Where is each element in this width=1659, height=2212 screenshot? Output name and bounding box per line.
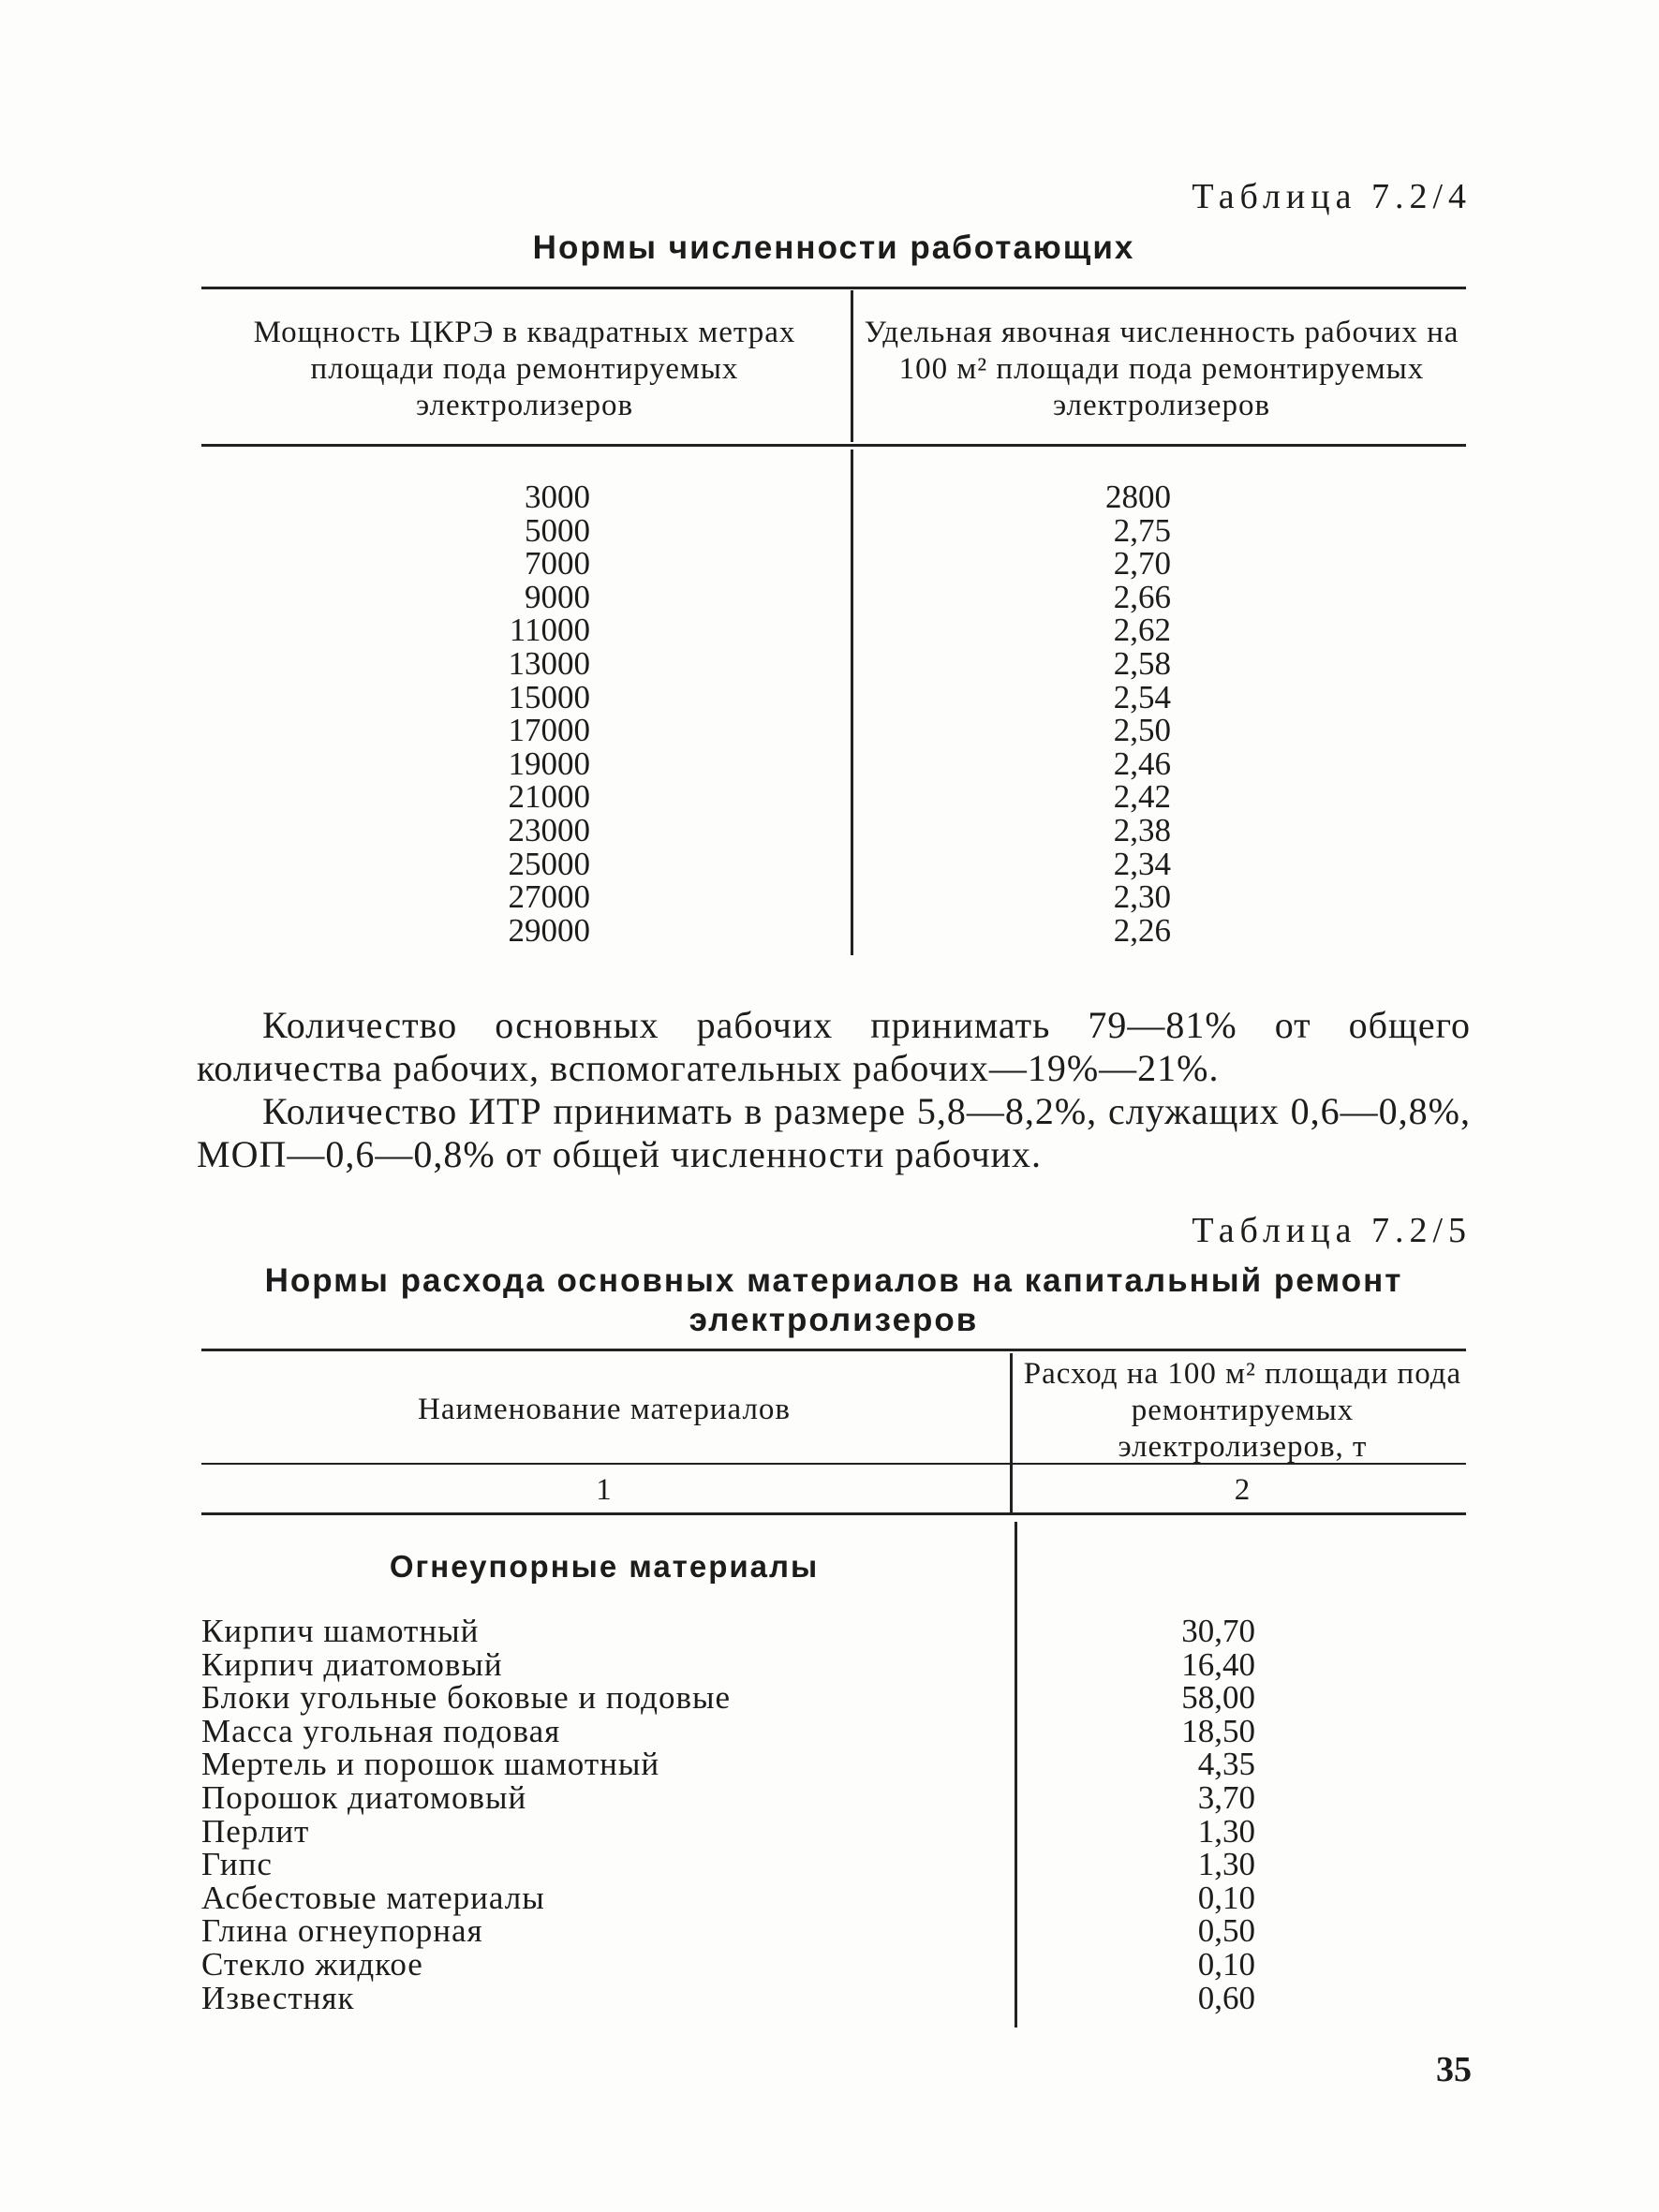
table1-capacity-cell: 21000 [508, 778, 590, 816]
table1-body-divider [851, 450, 853, 955]
table2-header-divider [1010, 1353, 1013, 1512]
table1-capacity-cell: 5000 [525, 511, 590, 549]
table1-value-column [993, 480, 1171, 947]
table2-label: Таблица 7.2/5 [1192, 1211, 1472, 1250]
table1-capacity-cell: 25000 [508, 845, 590, 882]
table1-capacity-cell: 3000 [525, 479, 590, 515]
table2-value-cell: 0,60 [1197, 1979, 1255, 2016]
table2-value-cell: 1,30 [1197, 1812, 1255, 1850]
table2-name-column [201, 1615, 1007, 2014]
table2-name-cell: Порошок диатомовый [201, 1778, 527, 1816]
table2-top-rule [201, 1349, 1466, 1351]
table1-label: Таблица 7.2/4 [1192, 177, 1472, 216]
table2-name-cell: Мертель и порошок шамотный [201, 1746, 660, 1783]
table1-top-rule [201, 287, 1466, 289]
table1-value-cell: 2,34 [1113, 845, 1171, 882]
table1-value-cell: 2,58 [1113, 644, 1171, 682]
table2-name-cell: Гипс [201, 1846, 273, 1883]
table2-name-cell: Кирпич шамотный [201, 1613, 480, 1649]
table1-value-cell: 2800 [1105, 479, 1171, 515]
table1-capacity-cell: 17000 [508, 712, 590, 749]
table2-value-cell: 58,00 [1181, 1679, 1255, 1717]
table2-col2-header: Расход на 100 м² площади пода ремонтируемых электролизеров, т [1023, 1357, 1462, 1464]
table2-number-rule [201, 1512, 1466, 1515]
page-number: 35 [1436, 2050, 1472, 2089]
table1-col1-header: Мощность ЦКРЭ в квадратных метрах площади пода ремонтируемых электролизеров [253, 316, 796, 422]
table1-header-rule [201, 444, 1466, 447]
table1-capacity-cell: 27000 [508, 878, 590, 916]
table2-name-cell: Стекло жидкое [201, 1945, 423, 1983]
table2-name-cell: Асбестовые материалы [201, 1879, 545, 1916]
table1-title: Нормы численности работающих [532, 229, 1135, 266]
table2-name-cell: Кирпич диатомовый [201, 1645, 503, 1683]
table1-capacity-cell: 15000 [508, 678, 590, 715]
table1-value-cell: 2,70 [1113, 545, 1171, 582]
table1-capacity-cell: 19000 [508, 745, 590, 782]
paragraph: Количество основных рабочих принимать 79—81% от общего количества рабочих, вспомогательных рабочих—19%—21%. [197, 1004, 1471, 1089]
table1-value-cell: 2,42 [1113, 778, 1171, 816]
table2-value-cell: 0,50 [1197, 1912, 1255, 1950]
table2-value-cell: 4,35 [1197, 1746, 1255, 1783]
table2-col2-number: 2 [1234, 1473, 1252, 1507]
table2-value-cell: 16,40 [1181, 1645, 1255, 1683]
table2-value-cell: 0,10 [1197, 1945, 1255, 1983]
table2-col1-number: 1 [596, 1473, 613, 1507]
table1-value-cell: 2,62 [1113, 612, 1171, 649]
table1-value-cell: 2,30 [1113, 878, 1171, 916]
table1-value-cell: 2,75 [1113, 511, 1171, 549]
table1-col2-header: Удельная явочная численность рабочих на 100 м² площади пода ремонтируемых электролизеров [864, 316, 1459, 422]
table1-header-divider [851, 290, 853, 442]
table1-capacity-cell: 9000 [525, 578, 590, 615]
table2-value-cell: 0,10 [1197, 1879, 1255, 1916]
table2-title-line1: Нормы расхода основных материалов на капитальный ремонт [264, 1262, 1403, 1299]
table2-header-rule [201, 1463, 1466, 1465]
table2-name-cell: Блоки угольные боковые и подовые [201, 1679, 732, 1717]
table1-capacity-column [393, 480, 590, 947]
table2-name-cell: Перлит [201, 1812, 310, 1850]
table2-title [197, 1261, 1471, 1340]
table2-title-line2: электролизеров [689, 1302, 979, 1338]
table1-capacity-cell: 29000 [508, 911, 590, 949]
table1-capacity-cell: 7000 [525, 545, 590, 582]
table2-value-cell: 1,30 [1197, 1846, 1255, 1883]
table2-value-cell: 30,70 [1181, 1613, 1255, 1649]
table1-value-cell: 2,50 [1113, 712, 1171, 749]
table1-capacity-cell: 13000 [508, 644, 590, 682]
table1-value-cell: 2,26 [1113, 911, 1171, 949]
table1-value-cell: 2,66 [1113, 578, 1171, 615]
table2-value-cell: 3,70 [1197, 1778, 1255, 1816]
table1-capacity-cell: 11000 [509, 612, 590, 649]
table2-body-divider [1015, 1522, 1017, 2028]
body-text [197, 1004, 1471, 1176]
table2-name-cell: Глина огнеупорная [201, 1912, 483, 1950]
table2-value-column [1105, 1615, 1255, 2014]
table1-value-cell: 2,46 [1113, 745, 1171, 782]
table2-col1-header: Наименование материалов [417, 1393, 791, 1426]
table2-name-cell: Масса угольная подовая [201, 1712, 561, 1749]
table1-capacity-cell: 23000 [508, 811, 590, 848]
table1-value-cell: 2,54 [1113, 678, 1171, 715]
table2-value-cell: 18,50 [1181, 1712, 1255, 1749]
paragraph: Количество ИТР принимать в размере 5,8—8,2%, служащих 0,6—0,8%, МОП—0,6—0,8% от общей численности рабочих. [197, 1090, 1471, 1175]
table1-value-cell: 2,38 [1113, 811, 1171, 848]
table2-section-heading: Огнеупорные материалы [389, 1549, 820, 1584]
table2-name-cell: Известняк [201, 1979, 355, 2016]
